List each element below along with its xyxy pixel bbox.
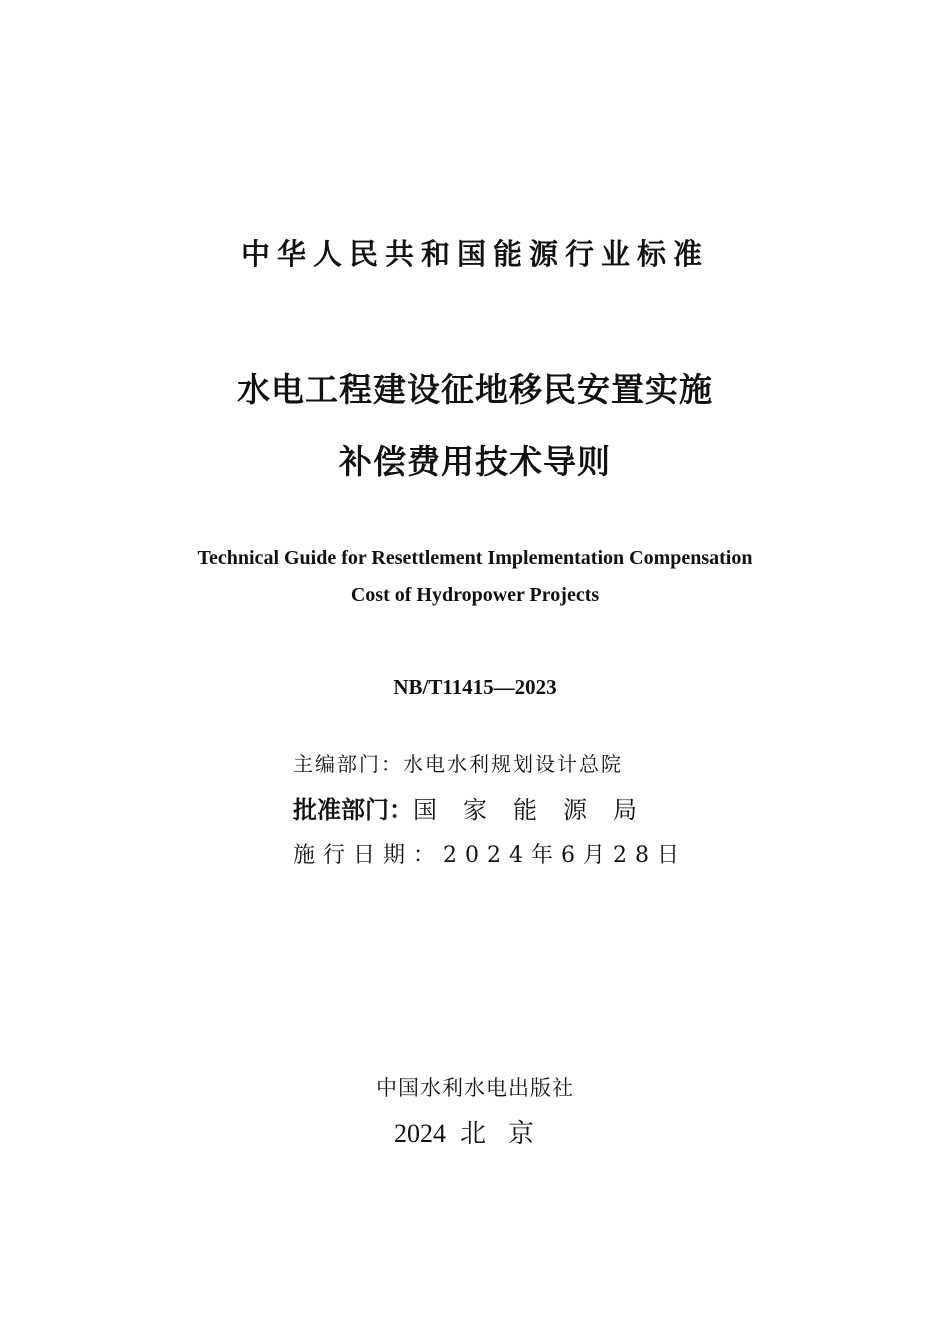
publication-year-place	[0, 1113, 950, 1150]
title-en-line1: Technical Guide for Resettlement Implementation Compensation	[197, 547, 753, 569]
effective-date: 施行日期：2024年6月28日	[293, 843, 687, 868]
approver-department	[293, 790, 663, 825]
title-en-line2: Cost of Hydropower Projects	[350, 584, 600, 606]
editor-department: 主编部门：水电水利规划设计总院	[293, 752, 623, 776]
standard-category: 中华人民共和国能源行业标准	[240, 237, 709, 271]
title-cn-line2: 补偿费用技术导则	[339, 442, 611, 481]
publication-place: 北京	[459, 1119, 556, 1148]
title-cn-line1: 水电工程建设征地移民安置实施	[237, 370, 713, 409]
standard-number: NB/T11415—2023	[393, 675, 557, 699]
publisher-name: 中国水利水电出版社	[376, 1076, 574, 1100]
approver-value: 国家能源局	[413, 796, 663, 824]
publication-year: 2024	[393, 1119, 446, 1148]
approver-label: 批准部门：	[293, 796, 413, 824]
